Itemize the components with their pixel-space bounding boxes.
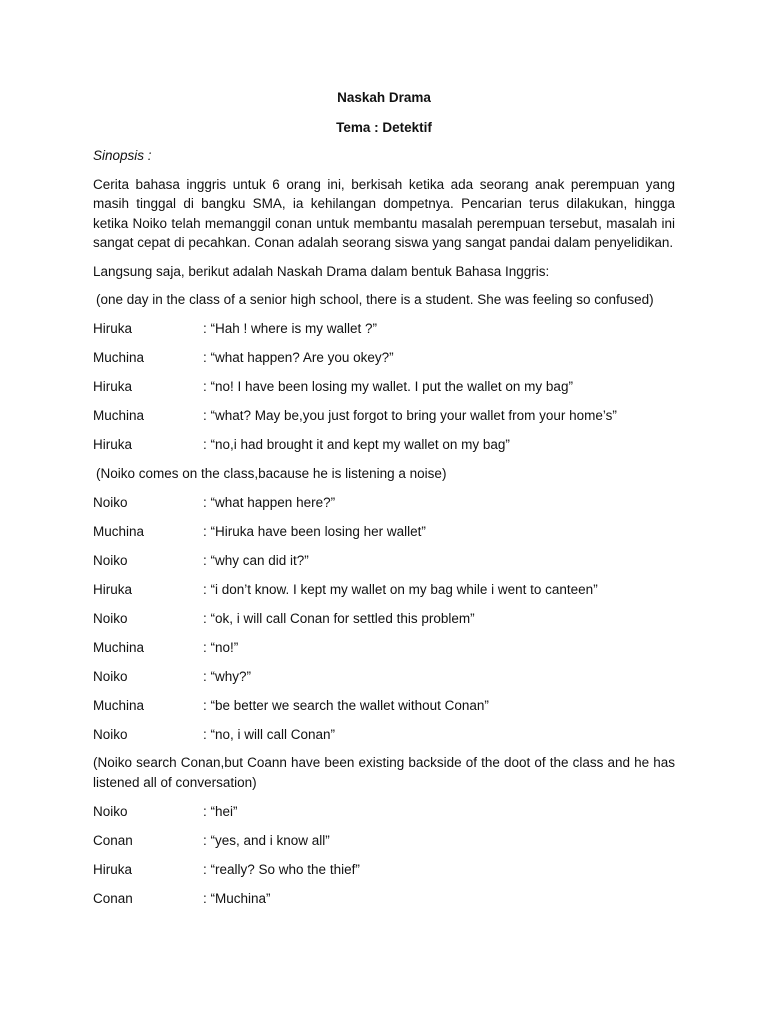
speech-text: : “Hah ! where is my wallet ?”: [203, 321, 378, 336]
speech-text: : “Muchina”: [203, 890, 271, 906]
speech-text: : “ok, i will call Conan for settled this problem”: [203, 610, 475, 626]
dialogue-line: [93, 889, 675, 909]
speaker-name: Noiko: [93, 803, 128, 819]
speech-text: : “what happen? Are you okey?”: [203, 350, 394, 365]
speaker-name: Noiko: [93, 610, 128, 626]
speech-text: : “what happen here?”: [203, 494, 336, 510]
speech-text: : “no, i will call Conan”: [203, 726, 336, 742]
speech-text: : “Hiruka have been losing her wallet”: [203, 523, 426, 539]
dialogue-line: [93, 522, 675, 542]
speech-text: : “be better we search the wallet without Conan”: [203, 697, 489, 713]
speaker-name: Muchina: [93, 408, 145, 423]
speech-text: : “yes, and i know all”: [203, 832, 330, 848]
document-body: [93, 88, 675, 908]
speaker-name: Hiruka: [93, 861, 133, 877]
dialogue-line: [93, 493, 675, 513]
speech-text: : “no! I have been losing my wallet. I put the wallet on my bag”: [203, 379, 573, 394]
dialogue-line: [93, 860, 675, 880]
dialogue-line: [93, 667, 675, 687]
speaker-name: Noiko: [93, 494, 128, 510]
speaker-name: Conan: [93, 832, 133, 848]
document-title: Naskah Drama: [337, 90, 431, 105]
speaker-name: Conan: [93, 890, 133, 906]
dialogue-line: [93, 377, 675, 397]
dialogue-line: [93, 696, 675, 716]
stage-direction-3: (Noiko search Conan,but Coann have been existing backside of the doot of the class and he has listened all of conversation): [93, 755, 675, 790]
stage-direction-1: (one day in the class of a senior high school, there is a student. She was feeling so confused): [96, 292, 654, 307]
speaker-name: Hiruka: [93, 437, 133, 452]
speaker-name: Hiruka: [93, 379, 133, 394]
dialogue-block-3: [93, 802, 675, 909]
speaker-name: Muchina: [93, 350, 145, 365]
dialogue-line: [93, 725, 675, 745]
speaker-name: Noiko: [93, 668, 128, 684]
speech-text: : “hei”: [203, 803, 238, 819]
speech-text: : “why can did it?”: [203, 552, 309, 568]
dialogue-line: [93, 580, 675, 600]
speech-text: : “why?”: [203, 668, 252, 684]
dialogue-block-2: [93, 493, 675, 745]
synopsis-label: Sinopsis :: [93, 148, 152, 163]
synopsis-paragraph: Cerita bahasa inggris untuk 6 orang ini, berkisah ketika ada seorang anak perempuan yang masih tinggal di bangku SMA, ia kehilangan dompetnya. Pencarian terus dilakukan, hingga ketika Noiko telah memanggil conan untuk membantu masalah perempuan tersebut, masalah ini sangat cepat di pecahkan. Conan adalah seorang siswa yang sangat pandai dalam penyelidikan.: [93, 176, 675, 250]
speech-text: : “no!”: [203, 639, 239, 655]
speaker-name: Muchina: [93, 697, 145, 713]
speech-text: : “really? So who the thief”: [203, 861, 360, 877]
document-subtitle: Tema : Detektif: [336, 119, 432, 135]
dialogue-line: [93, 319, 675, 339]
speech-text: : “no,i had brought it and kept my wallet on my bag”: [203, 437, 510, 452]
dialogue-line: [93, 609, 675, 629]
dialogue-line: [93, 831, 675, 851]
stage-direction-2: (Noiko comes on the class,bacause he is listening a noise): [96, 465, 447, 481]
dialogue-line: [93, 802, 675, 822]
speaker-name: Hiruka: [93, 321, 133, 336]
speaker-name: Noiko: [93, 552, 128, 568]
dialogue-line: [93, 435, 675, 455]
dialogue-line: [93, 406, 675, 426]
speaker-name: Noiko: [93, 726, 128, 742]
dialogue-line: [93, 638, 675, 658]
intro-paragraph: Langsung saja, berikut adalah Naskah Drama dalam bentuk Bahasa Inggris:: [93, 263, 550, 279]
dialogue-line: [93, 348, 675, 368]
speaker-name: Muchina: [93, 523, 145, 539]
speech-text: : “what? May be,you just forgot to bring your wallet from your home’s”: [203, 408, 617, 423]
dialogue-block-1: [93, 319, 675, 455]
speaker-name: Hiruka: [93, 581, 133, 597]
speech-text: : “i don’t know. I kept my wallet on my bag while i went to canteen”: [203, 581, 598, 597]
speaker-name: Muchina: [93, 639, 145, 655]
dialogue-line: [93, 551, 675, 571]
